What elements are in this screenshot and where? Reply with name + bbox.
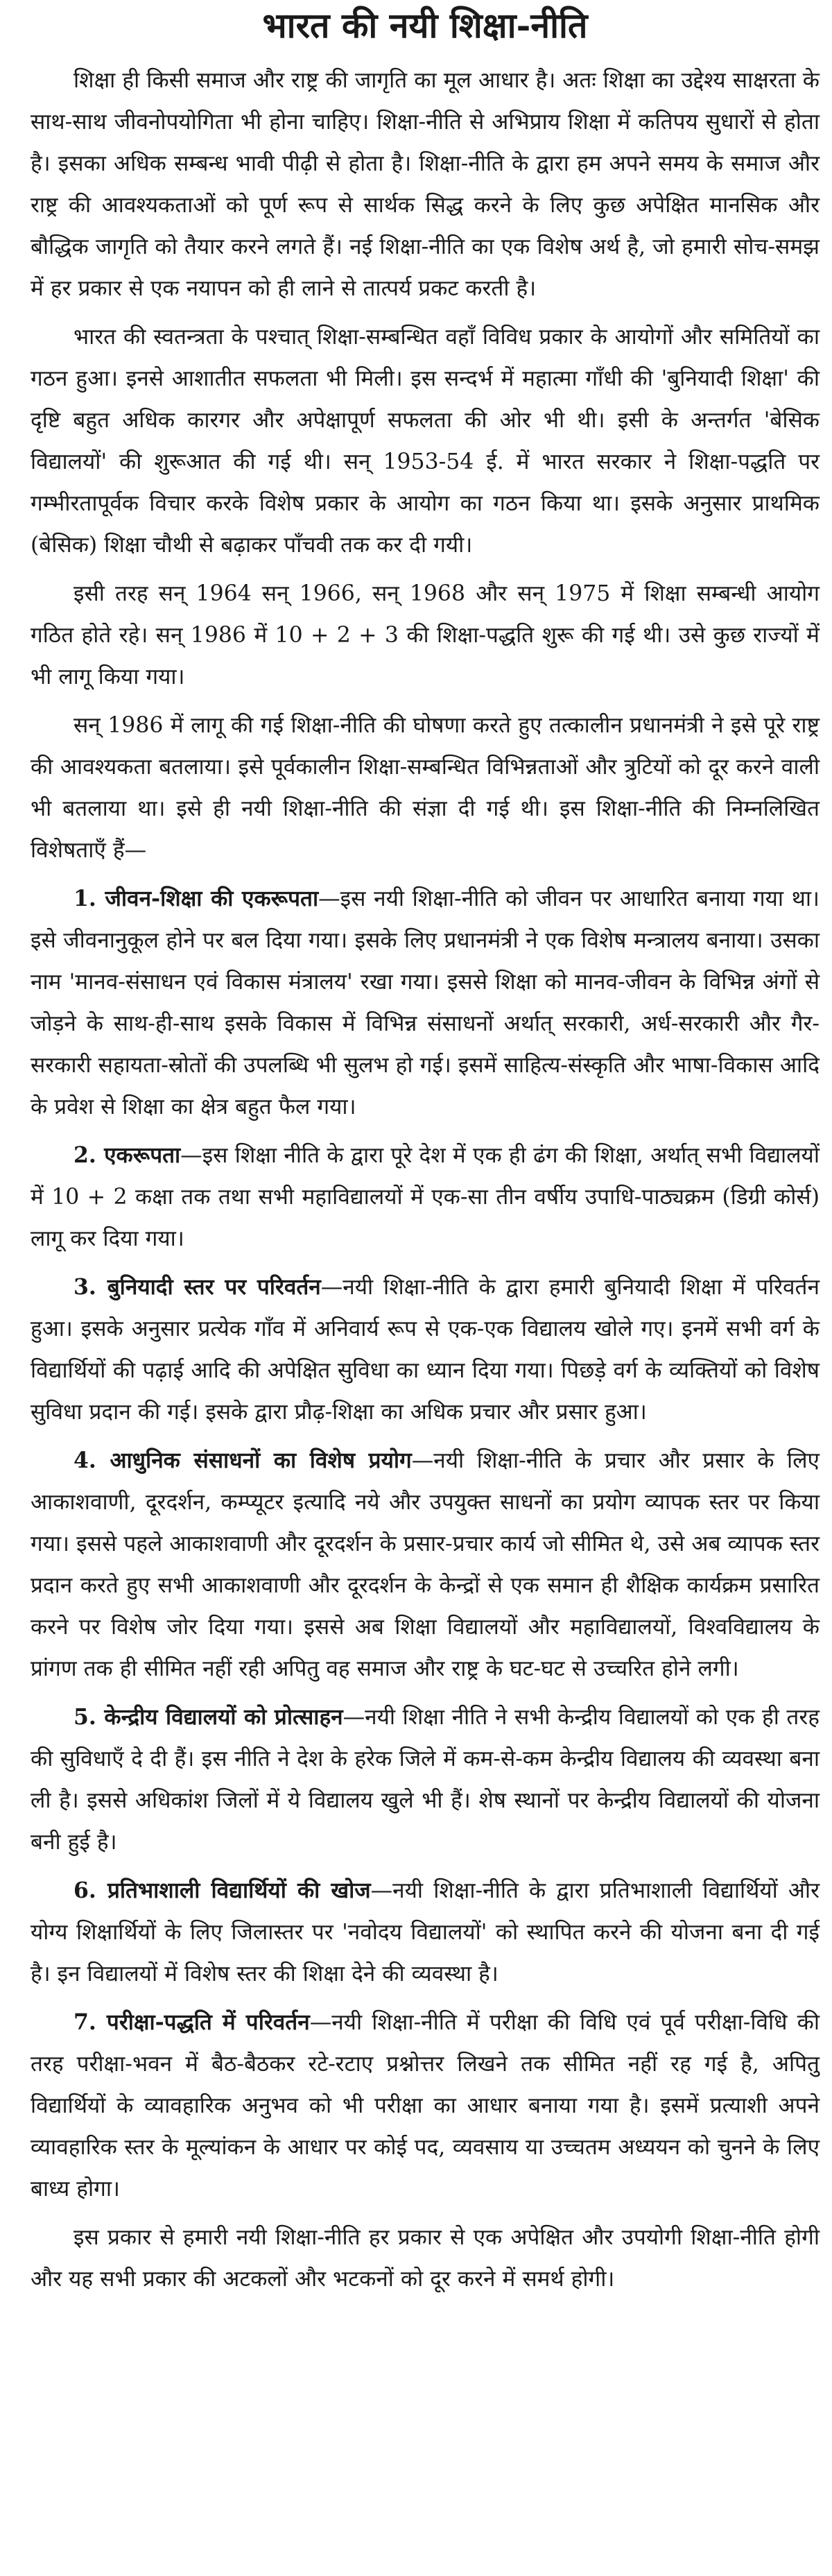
point-2	[31, 1135, 820, 1260]
point-3	[31, 1266, 820, 1433]
point-text: —इस शिक्षा नीति के द्वारा पूरे देश में एक ही ढंग की शिक्षा, अर्थात् सभी विद्यालयों में 10 + 2 कक्षा तक तथा सभी महाविद्यालयों में एक-सा तीन वर्षीय उपाधि-पाठ्यक्रम (डिग्री कोर्स) लागू कर दिया गया।	[31, 1143, 820, 1251]
point-heading: 3. बुनियादी स्तर पर परिवर्तन	[73, 1274, 321, 1300]
paragraph-text: इसी तरह सन् 1964 सन् 1966, सन् 1968 और सन् 1975 में शिक्षा सम्बन्धी आयोग गठित होते रहे। सन् 1986 में 10 + 2 + 3 की शिक्षा-पद्धति शुरू की गई थी। उसे कुछ राज्यों में भी लागू किया गया।	[31, 581, 820, 689]
point-7	[31, 2002, 820, 2210]
paragraph-conclusion	[31, 2217, 820, 2300]
point-heading: 1. जीवन-शिक्षा की एकरूपता	[73, 886, 319, 911]
point-1	[31, 878, 820, 1128]
paragraph-text: शिक्षा ही किसी समाज और राष्ट्र की जागृति का मूल आधार है। अतः शिक्षा का उद्देश्य साक्षरता के साथ-साथ जीवनोपयोगिता भी होना चाहिए। शिक्षा-नीति से अभिप्राय शिक्षा में कतिपय सुधारों से होता है। इसका अधिक सम्बन्ध भावी पीढ़ी से होता है। शिक्षा-नीति के द्वारा हम अपने समय के समाज और राष्ट्र की आवश्यकताओं को पूर्ण रूप से सार्थक सिद्ध करने के लिए कुछ अपेक्षित मानसिक और बौद्धिक जागृति को तैयार करने लगते हैं। नई शिक्षा-नीति का एक विशेष अर्थ है, जो हमारी सोच-समझ में हर प्रकार से एक नयापन को ही लाने से तात्पर्य प्रकट करती है।	[31, 68, 820, 301]
page-title: भारत की नयी शिक्षा-नीति	[262, 5, 588, 46]
paragraph-text: सन् 1986 में लागू की गई शिक्षा-नीति की घोषणा करते हुए तत्कालीन प्रधानमंत्री ने इसे पूरे राष्ट्र की आवश्यकता बतलाया। इसे पूर्वकालीन शिक्षा-सम्बन्धित विभिन्नताओं और त्रुटियों को दूर करने वाली भी बतलाया था। इसे ही नयी शिक्षा-नीति की संज्ञा दी गई थी। इस शिक्षा-नीति की निम्नलिखित विशेषताएँ हैं—	[31, 713, 820, 863]
paragraph-history	[31, 316, 820, 566]
point-text: —नयी शिक्षा-नीति के द्वारा प्रतिभाशाली विद्यार्थियों और योग्य शिक्षार्थियों के लिए जिलास्तर पर 'नवोदय विद्यालयों' को स्थापित करने की योजना बना दी गई है। इन विद्यालयों में विशेष स्तर की शिक्षा देने की व्यवस्था है।	[31, 1878, 820, 1986]
paragraph-intro	[31, 60, 820, 309]
point-text: —इस नयी शिक्षा-नीति को जीवन पर आधारित बनाया गया था। इसे जीवनानुकूल होने पर बल दिया गया। इसके लिए प्रधानमंत्री ने एक विशेष मन्त्रालय बनाया। उसका नाम 'मानव-संसाधन एवं विकास मंत्रालय' रखा गया। इससे शिक्षा को मानव-जीवन के विभिन्न अंगों से जोड़ने के साथ-ही-साथ इसके विकास में विभिन्न संसाधनों अर्थात् सरकारी, अर्ध-सरकारी और गैर-सरकारी सहायता-स्रोतों की उपलब्धि भी सुलभ हो गई। इसमें साहित्य-संस्कृति और भाषा-विकास आदि के प्रवेश से शिक्षा का क्षेत्र बहुत फैल गया।	[31, 886, 820, 1119]
point-heading: 7. परीक्षा-पद्धति में परिवर्तन	[73, 2009, 310, 2035]
paragraph-commissions	[31, 573, 820, 698]
paragraph-policy-1986	[31, 705, 820, 871]
point-text: —नयी शिक्षा-नीति में परीक्षा की विधि एवं पूर्व परीक्षा-विधि की तरह परीक्षा-भवन में बैठ-बैठकर रटे-रटाए प्रश्नोत्तर लिखने तक सीमित नहीं रह गई है, अपितु विद्यार्थियों के व्यावहारिक अनुभव को भी परीक्षा का आधार बनाया गया है। इसमें प्रत्याशी अपने व्यावहारिक स्तर के मूल्यांकन के आधार पर कोई पद, व्यवसाय या उच्चतम अध्ययन को चुनने के लिए बाध्य होगा।	[31, 2010, 820, 2201]
point-6	[31, 1870, 820, 1995]
point-5	[31, 1697, 820, 1863]
point-text: —नयी शिक्षा नीति ने सभी केन्द्रीय विद्यालयों को एक ही तरह की सुविधाएँ दे दी हैं। इस नीति ने देश के हरेक जिले में कम-से-कम केन्द्रीय विद्यालय की व्यवस्था बना ली है। इससे अधिकांश जिलों में ये विद्यालय खुले भी हैं। शेष स्थानों पर केन्द्रीय विद्यालयों की योजना बनी हुई है।	[31, 1705, 820, 1855]
paragraph-text: इस प्रकार से हमारी नयी शिक्षा-नीति हर प्रकार से एक अपेक्षित और उपयोगी शिक्षा-नीति होगी और यह सभी प्रकार की अटकलों और भटकनों को दूर करने में समर्थ होगी।	[31, 2225, 820, 2292]
point-text: —नयी शिक्षा-नीति के प्रचार और प्रसार के लिए आकाशवाणी, दूरदर्शन, कम्प्यूटर इत्यादि नये और उपयुक्त साधनों का प्रयोग व्यापक स्तर पर किया गया। इससे पहले आकाशवाणी और दूरदर्शन के प्रसार-प्रचार कार्य जो सीमित थे, उसे अब व्यापक स्तर प्रदान करते हुए सभी आकाशवाणी और दूरदर्शन के केन्द्रों से एक समान ही शैक्षिक कार्यक्रम प्रसारित करने पर विशेष जोर दिया गया। इससे अब शिक्षा विद्यालयों और महाविद्यालयों, विश्वविद्यालय के प्रांगण तक ही सीमित नहीं रही अपितु वह समाज और राष्ट्र के घट-घट से उच्चरित होने लगी।	[31, 1448, 820, 1681]
paragraph-text: भारत की स्वतन्त्रता के पश्चात् शिक्षा-सम्बन्धित वहाँ विविध प्रकार के आयोगों और समितियों का गठन हुआ। इनसे आशातीत सफलता भी मिली। इस सन्दर्भ में महात्मा गाँधी की 'बुनियादी शिक्षा' की दृष्टि बहुत अधिक कारगर और अपेक्षापूर्ण सफलता की ओर भी थी। इसी के अन्तर्गत 'बेसिक विद्यालयों' की शुरूआत की गई थी। सन् 1953-54 ई. में भारत सरकार ने शिक्षा-पद्धति पर गम्भीरतापूर्वक विचार करके विशेष प्रकार के आयोग का गठन किया था। इसके अनुसार प्राथमिक (बेसिक) शिक्षा चौथी से बढ़ाकर पाँचवी तक कर दी गयी।	[31, 325, 820, 558]
point-heading: 6. प्रतिभाशाली विद्यार्थियों की खोज	[73, 1878, 371, 1903]
point-4	[31, 1440, 820, 1690]
point-heading: 4. आधुनिक संसाधनों का विशेष प्रयोग	[73, 1448, 412, 1473]
point-heading: 5. केन्द्रीय विद्यालयों को प्रोत्साहन	[73, 1704, 343, 1730]
point-text: —नयी शिक्षा-नीति के द्वारा हमारी बुनियादी शिक्षा में परिवर्तन हुआ। इसके अनुसार प्रत्येक गाँव में अनिवार्य रूप से एक-एक विद्यालय खोले गए। इनमें सभी वर्ग के विद्यार्थियों की पढ़ाई आदि की अपेक्षित सुविधा का ध्यान दिया गया। पिछड़े वर्ग के व्यक्तियों को विशेष सुविधा प्रदान की गई। इसके द्वारा प्रौढ़-शिक्षा का अधिक प्रचार और प्रसार हुआ।	[31, 1275, 820, 1425]
point-heading: 2. एकरूपता	[73, 1142, 181, 1168]
